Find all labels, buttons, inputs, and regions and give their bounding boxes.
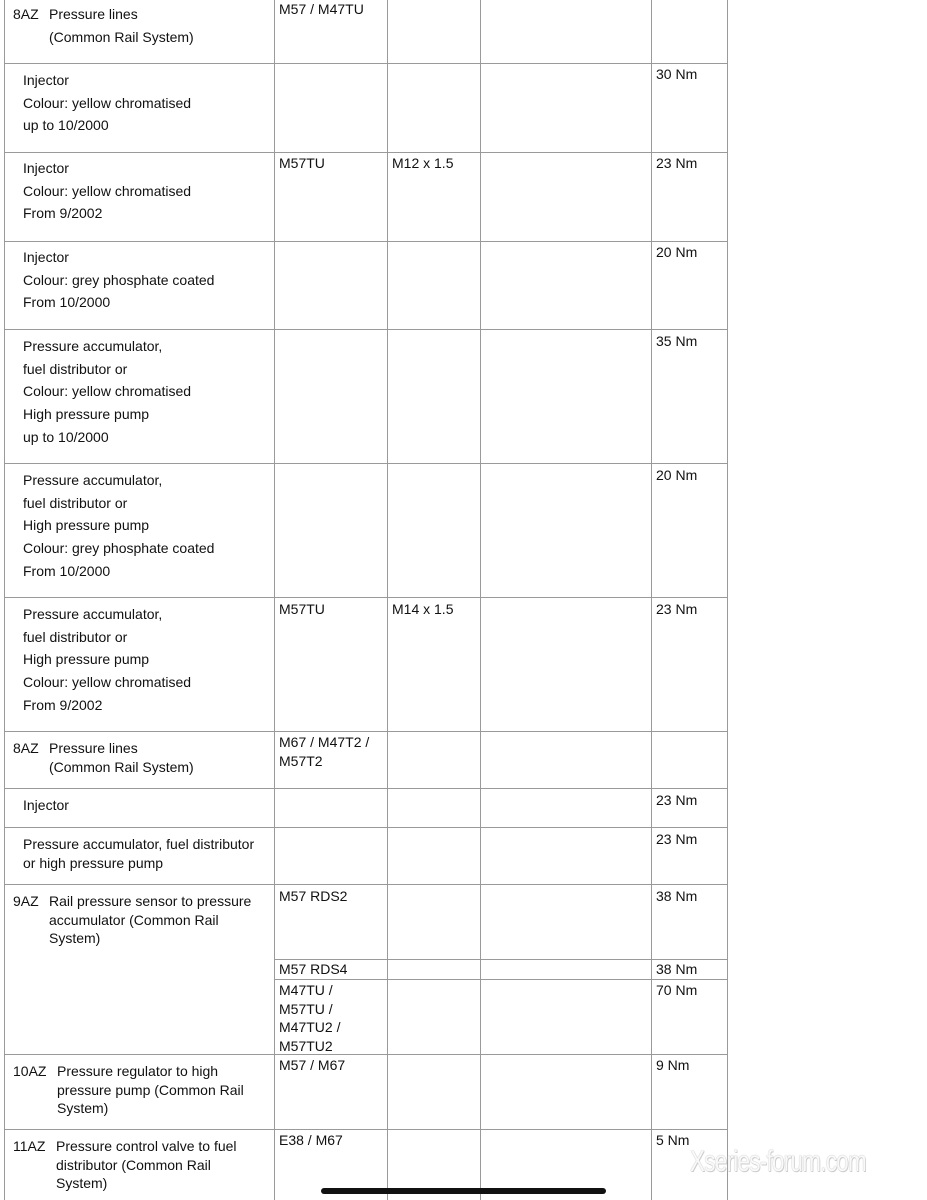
torque-value: 20 Nm (656, 244, 698, 260)
torque-value: 70 Nm (656, 982, 698, 998)
item-description: Injector Colour: yellow chromatised up to 10/2000 (23, 72, 192, 134)
grid-line (274, 979, 728, 980)
item-description: Pressure lines (Common Rail System) (49, 740, 194, 775)
item-code: 9AZ (13, 893, 39, 909)
item-description: Pressure lines (Common Rail System) (49, 6, 194, 45)
item-description: Injector Colour: yellow chromatised From 9/2002 (23, 160, 192, 222)
torque-value: 30 Nm (656, 66, 698, 82)
thread-size: M12 x 1.5 (392, 155, 454, 171)
grid-line (274, 0, 275, 1200)
grid-line (4, 597, 728, 598)
torque-value: 35 Nm (656, 333, 698, 349)
item-description: Rail pressure sensor to pressure accumulator (Common Rail System) (49, 893, 252, 946)
grid-line (4, 1054, 728, 1055)
engine-type: M57TU (279, 601, 325, 617)
item-description: Pressure accumulator, fuel distributor or High pressure pump Colour: grey phosphate coated From 10/2000 (23, 472, 215, 579)
item-description: Pressure accumulator, fuel distributor or High pressure pump Colour: yellow chromatised From 9/2002 (23, 606, 192, 713)
grid-line (4, 827, 728, 828)
engine-type: M57 / M47TU (279, 1, 364, 17)
grid-line (4, 63, 728, 64)
item-code: 10AZ (13, 1063, 47, 1079)
grid-line (4, 884, 728, 885)
item-code: 11AZ (13, 1138, 46, 1154)
grid-line (4, 241, 728, 242)
grid-line (4, 0, 5, 1200)
item-description: Pressure accumulator, fuel distributor or Colour: yellow chromatised High pressure pump up to 10/2000 (23, 338, 192, 445)
engine-type: M57 RDS4 (279, 961, 348, 977)
grid-line (4, 788, 728, 789)
torque-value: 38 Nm (656, 888, 698, 904)
torque-value: 23 Nm (656, 792, 698, 808)
engine-type: M47TU / M57TU / M47TU2 / M57TU2 (279, 982, 341, 1054)
torque-value: 23 Nm (656, 601, 698, 617)
engine-type: E38 / M67 (279, 1132, 343, 1148)
grid-line (4, 1129, 728, 1130)
torque-value: 5 Nm (656, 1132, 690, 1148)
torque-value: 23 Nm (656, 831, 698, 847)
item-description: Pressure control valve to fuel distributor (Common Rail System) (56, 1138, 237, 1191)
grid-line (4, 152, 728, 153)
grid-line (4, 731, 728, 732)
grid-line (651, 0, 652, 1200)
thread-size: M14 x 1.5 (392, 601, 454, 617)
item-description: Injector (23, 797, 69, 813)
engine-type: M57 / M67 (279, 1057, 346, 1073)
item-code: 8AZ (13, 740, 39, 756)
grid-line (480, 0, 481, 1200)
grid-line (727, 0, 728, 1200)
grid-line (387, 0, 388, 1200)
torque-value: 20 Nm (656, 467, 698, 483)
engine-type: M57TU (279, 155, 325, 171)
engine-type: M57 RDS2 (279, 888, 348, 904)
torque-value: 9 Nm (656, 1057, 690, 1073)
item-description: Pressure accumulator, fuel distributor or high pressure pump (23, 836, 255, 871)
item-description: Injector Colour: grey phosphate coated From 10/2000 (23, 249, 215, 311)
home-indicator[interactable] (321, 1188, 606, 1194)
item-description: Pressure regulator to high pressure pump (Common Rail System) (57, 1063, 244, 1116)
grid-line (4, 463, 728, 464)
forum-watermark: Xseries-forum.com (690, 1145, 867, 1178)
engine-type: M67 / M47T2 / M57T2 (279, 734, 370, 769)
torque-value: 38 Nm (656, 961, 698, 977)
grid-line (4, 329, 728, 330)
torque-value: 23 Nm (656, 155, 698, 171)
item-code: 8AZ (13, 6, 39, 22)
